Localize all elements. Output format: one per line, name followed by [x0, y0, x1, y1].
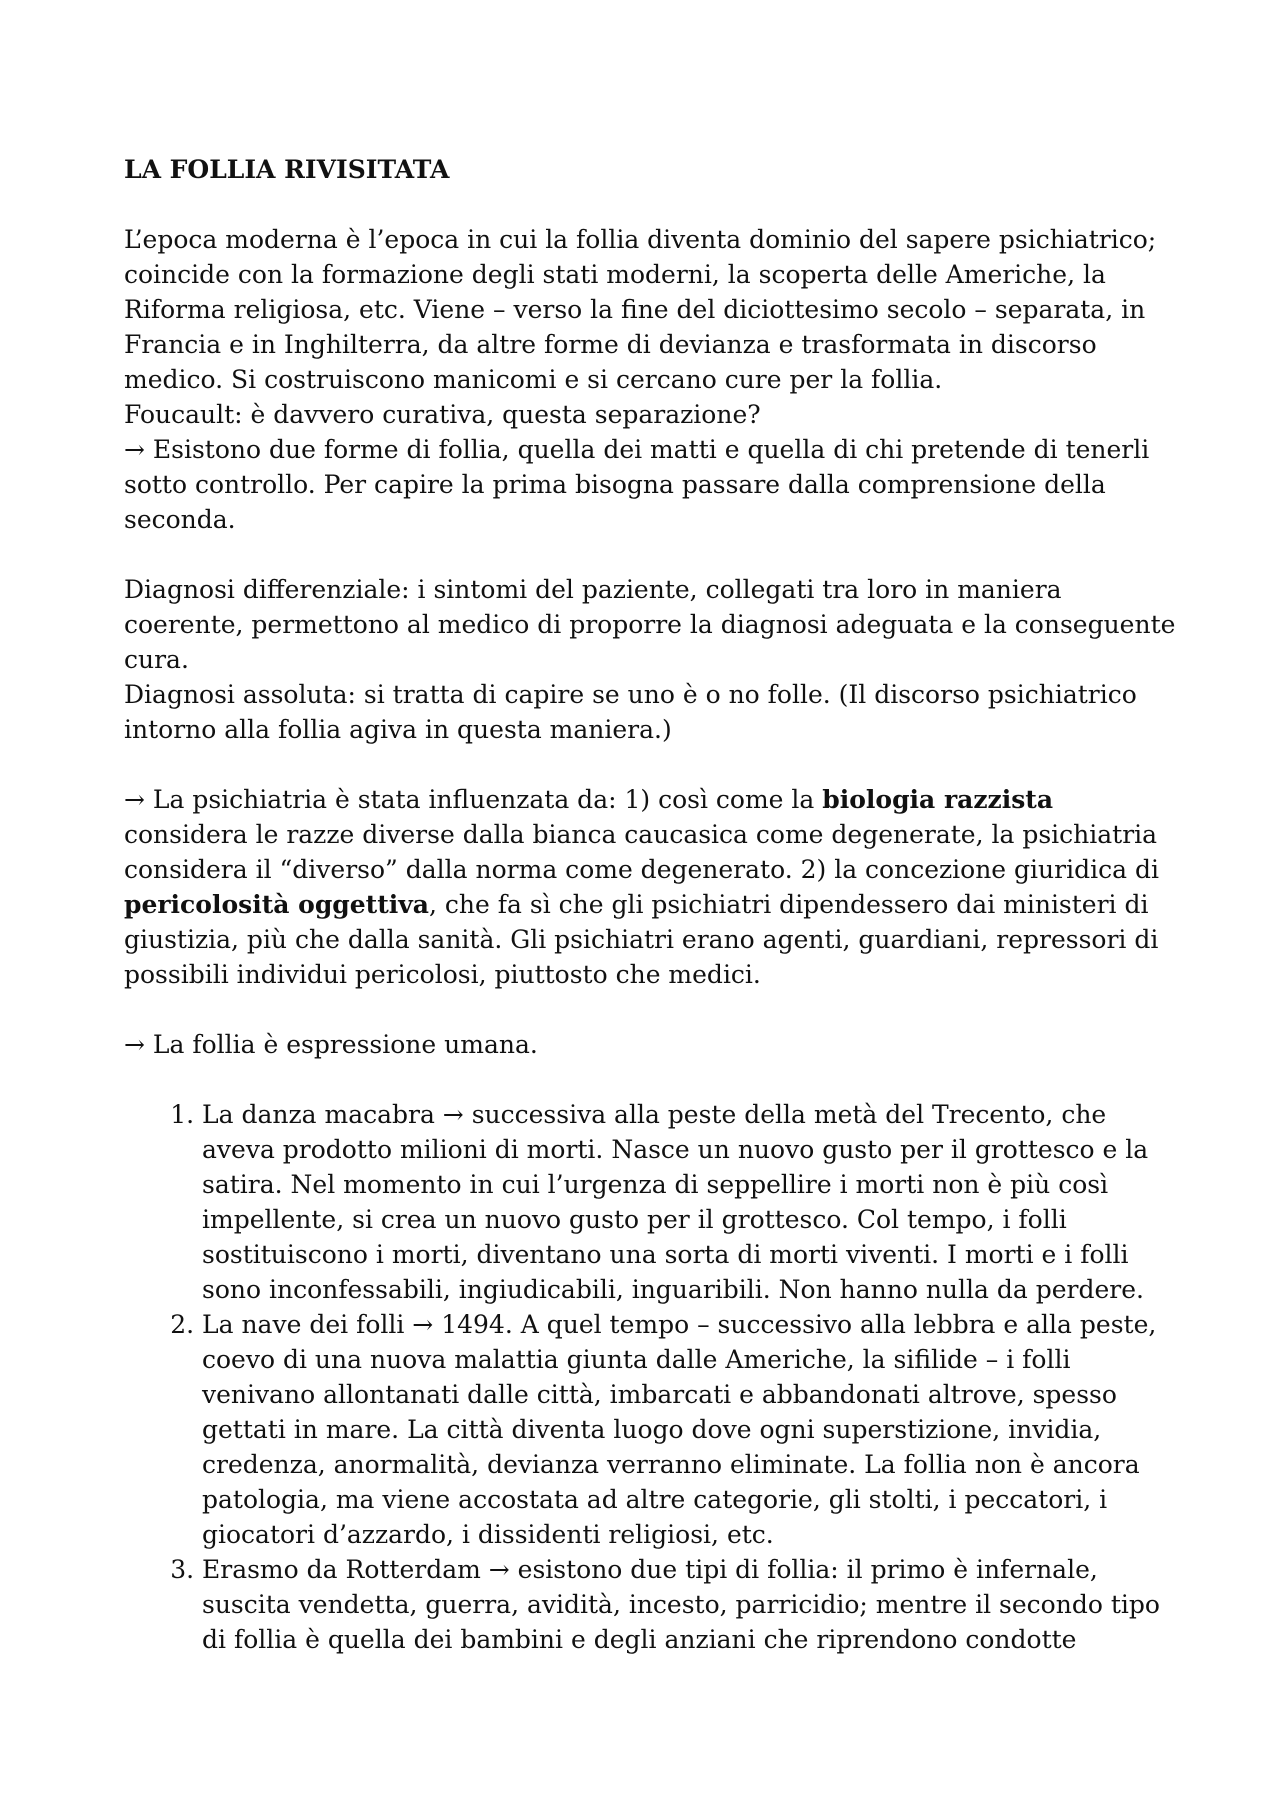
document-page [124, 152, 1184, 1657]
numbered-list [124, 1097, 1184, 1657]
human-expression-note: → La follia è espressione umana. [124, 1030, 538, 1059]
diagnosis-paragraph [124, 572, 1184, 747]
intro-text: L’epoca moderna è l’epoca in cui la follia diventa dominio del sapere psichiatrico; coincide con la formazione degli stati moderni, la scoperta delle Americhe, la Riforma religiosa, etc. Viene – verso la fine del diciottesimo secolo – separata, in Francia e in Inghilterra, da altre forme di devianza e trasformata in discorso medico. Si costruiscono manicomi e si cercano cure per la follia. [124, 225, 1157, 394]
list-item: 3. Erasmo da Rotterdam → esistono due tipi di follia: il primo è infernale, suscita vendetta, guerra, avidità, incesto, parricidio; mentre il secondo tipo di follia è quella dei bambini e degli anziani che riprendono condotte [202, 1552, 1184, 1657]
racist-biology-term: biologia razzista [822, 785, 1054, 814]
influences-text-2: considera le razze diverse dalla bianca caucasica come degenerate, la psichiatria considera il “diverso” dalla norma come degenerato. 2) la concezione giuridica di [124, 820, 1159, 884]
document-title: LA FOLLIA RIVISITATA [124, 155, 450, 184]
foucault-question: Foucault: è davvero curativa, questa separazione? [124, 400, 761, 429]
influences-paragraph [124, 782, 1184, 992]
two-forms-note: → Esistono due forme di follia, quella dei matti e quella di chi pretende di tenerli sotto controllo. Per capire la prima bisogna passare dalla comprensione della seconda. [124, 435, 1150, 534]
influences-text-3: , che fa sì che gli psichiatri dipendessero dai ministeri di giustizia, più che dalla sanità. Gli psichiatri erano agenti, guardiani, repressori di possibili individui pericolosi, piuttosto che medici. [124, 890, 1159, 989]
objective-danger-term: pericolosità oggettiva [124, 890, 430, 919]
list-item: 2. La nave dei folli → 1494. A quel tempo – successivo alla lebbra e alla peste, coevo di una nuova malattia giunta dalle Americhe, la sifilide – i folli venivano allontanati dalle città, imbarcati e abbandonati altrove, spesso gettati in mare. La città diventa luogo dove ogni superstizione, invidia, credenza, anormalità, devianza verranno eliminate. La follia non è ancora patologia, ma viene accostata ad altre categorie, gli stolti, i peccatori, i giocatori d’azzardo, i dissidenti religiosi, etc. [202, 1307, 1184, 1552]
absolute-diagnosis: Diagnosi assoluta: si tratta di capire se uno è o no folle. (Il discorso psichiatrico intorno alla follia agiva in questa maniera.) [124, 680, 1137, 744]
list-item: 1. La danza macabra → successiva alla peste della metà del Trecento, che aveva prodotto milioni di morti. Nasce un nuovo gusto per il grottesco e la satira. Nel momento in cui l’urgenza di seppellire i morti non è più così impellente, si crea un nuovo gusto per il grottesco. Col tempo, i folli sostituiscono i morti, diventano una sorta di morti viventi. I morti e i folli sono inconfessabili, ingiudicabili, inguaribili. Non hanno nulla da perdere. [202, 1097, 1184, 1307]
differential-diagnosis: Diagnosi differenziale: i sintomi del paziente, collegati tra loro in maniera coerente, permettono al medico di proporre la diagnosi adeguata e la conseguente cura. [124, 575, 1176, 674]
intro-paragraph [124, 222, 1184, 537]
influences-text-1: → La psichiatria è stata influenzata da: 1) così come la [124, 785, 823, 814]
